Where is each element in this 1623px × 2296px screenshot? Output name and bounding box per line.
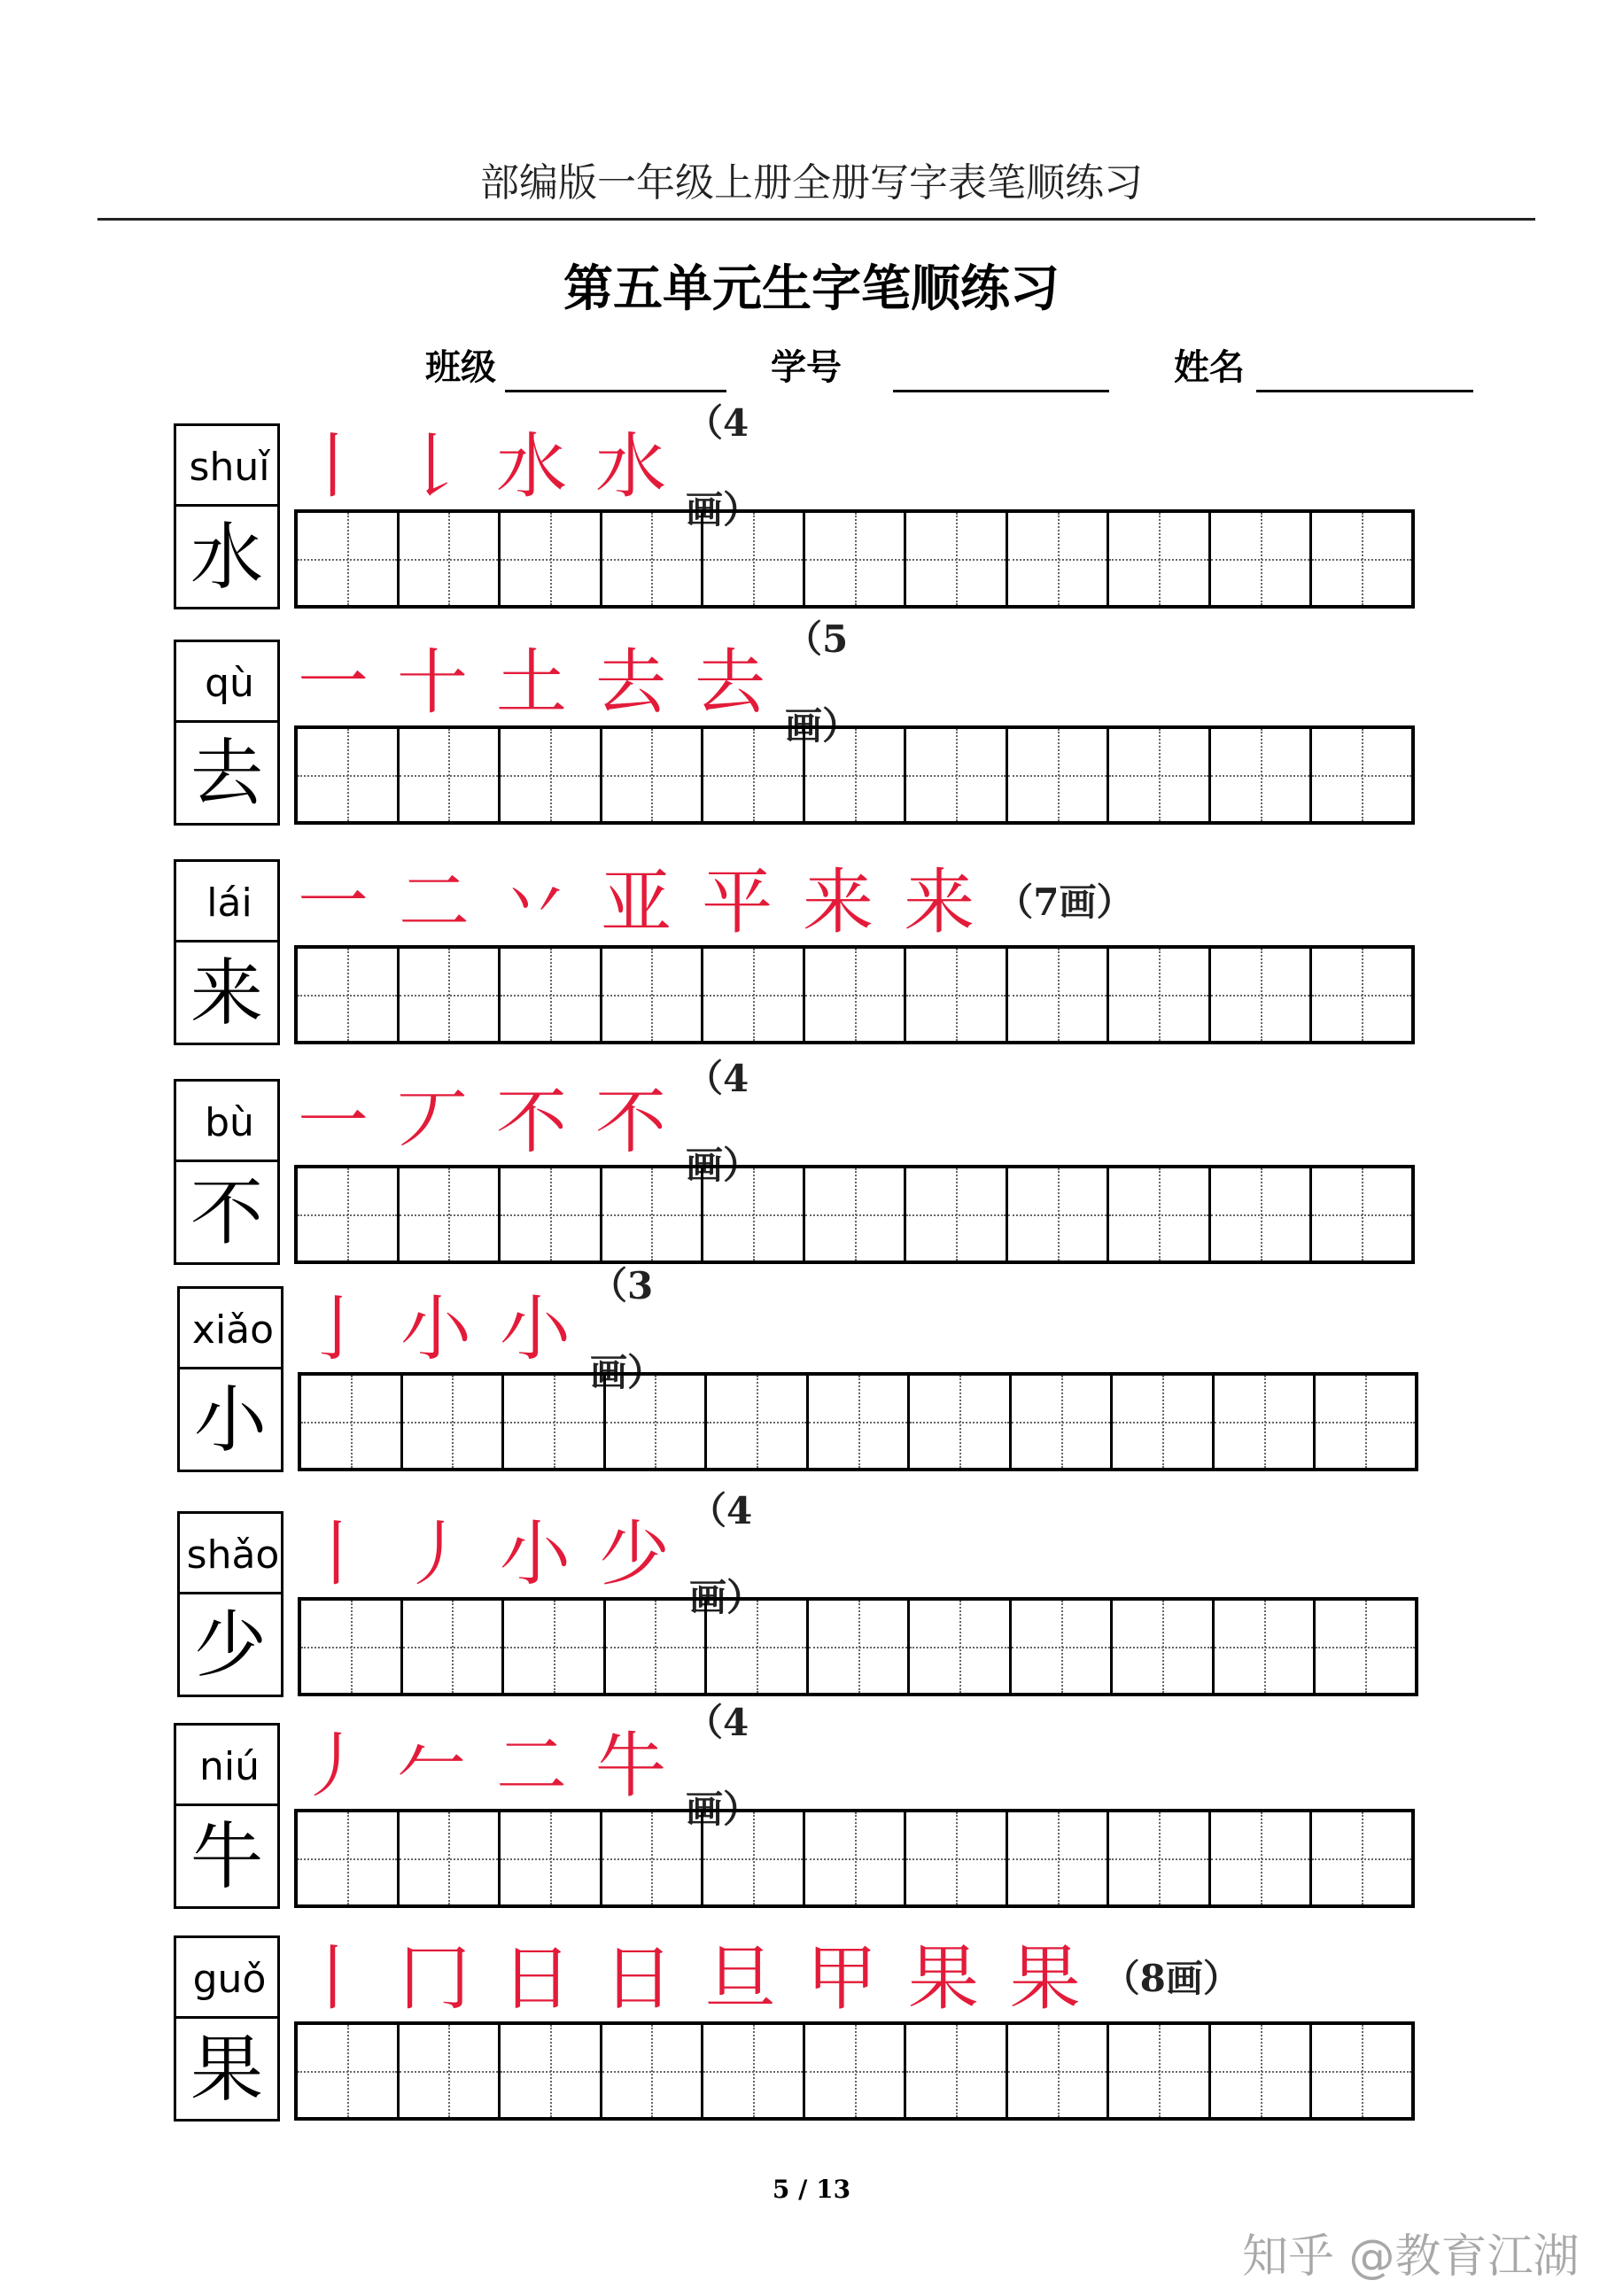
stroke-step: 丨 — [298, 1937, 369, 2020]
writing-cell[interactable] — [1312, 2025, 1411, 2117]
writing-cell[interactable] — [906, 513, 1008, 605]
writing-cell[interactable] — [501, 1168, 602, 1260]
stroke-step: 少 — [599, 1513, 670, 1595]
writing-cell[interactable] — [1211, 1168, 1313, 1260]
student-info-row — [0, 345, 1623, 399]
character-label: 少 — [193, 1603, 267, 1687]
writing-grid — [294, 2021, 1415, 2121]
writing-cell[interactable] — [1312, 729, 1411, 821]
writing-cell[interactable] — [703, 1812, 805, 1904]
writing-cell[interactable] — [298, 1812, 400, 1904]
stroke-count: （3画） — [590, 1264, 665, 1394]
writing-cell[interactable] — [501, 949, 602, 1041]
stroke-order-sequence — [298, 1701, 796, 1831]
stroke-order-sequence — [298, 859, 1134, 946]
stroke-count: （4画） — [689, 1489, 765, 1619]
stroke-step: 小 — [400, 1288, 471, 1370]
writing-cell[interactable] — [403, 1376, 505, 1468]
writing-grid — [294, 945, 1415, 1044]
writing-grid — [294, 725, 1415, 825]
writing-cell[interactable] — [1312, 1812, 1411, 1904]
stroke-step: 去 — [695, 641, 765, 724]
stroke-step: 丆 — [397, 1081, 468, 1163]
writing-cell[interactable] — [1109, 949, 1211, 1041]
character-label-box — [177, 1511, 283, 1697]
character-label: 果 — [190, 2028, 263, 2112]
stroke-count: （8画） — [1102, 1957, 1240, 2000]
writing-cell[interactable] — [400, 1168, 501, 1260]
stroke-count: （4画） — [686, 1057, 761, 1187]
stroke-step: 旦 — [704, 1937, 776, 2020]
writing-cell[interactable] — [1008, 949, 1110, 1041]
writing-cell[interactable] — [602, 729, 704, 821]
writing-cell[interactable] — [703, 949, 805, 1041]
character-label: 小 — [193, 1378, 267, 1462]
writing-cell[interactable] — [1215, 1376, 1316, 1468]
character-label-box — [177, 1286, 283, 1472]
writing-cell[interactable] — [1316, 1601, 1415, 1693]
stroke-order-sequence — [301, 1264, 691, 1394]
writing-grid — [294, 1809, 1415, 1908]
stroke-step: 小 — [500, 1288, 571, 1370]
writing-cell[interactable] — [805, 949, 907, 1041]
stroke-step: 𠄌 — [397, 425, 468, 508]
character-label: 牛 — [190, 1815, 263, 1899]
writing-cell[interactable] — [703, 2025, 805, 2117]
character-label: 来 — [190, 951, 263, 1036]
writing-cell[interactable] — [805, 2025, 907, 2117]
writing-cell[interactable] — [298, 729, 400, 821]
writing-cell[interactable] — [1012, 1601, 1114, 1693]
stroke-step: 冂 — [399, 1937, 470, 2020]
writing-cell[interactable] — [298, 1168, 400, 1260]
writing-cell[interactable] — [504, 1601, 606, 1693]
stroke-step: 亚 — [601, 861, 672, 943]
character-label: 水 — [190, 516, 263, 600]
stroke-step: 一 — [298, 1081, 369, 1163]
pinyin-label: shǎo — [186, 1532, 280, 1578]
label-divider — [176, 1803, 277, 1806]
stroke-step: 十 — [397, 641, 468, 724]
label-divider — [176, 940, 277, 942]
writing-cell[interactable] — [910, 1601, 1012, 1693]
pinyin-label: lái — [206, 880, 252, 926]
writing-cell[interactable] — [1211, 949, 1313, 1041]
writing-cell[interactable] — [1113, 1601, 1215, 1693]
stroke-step: 牛 — [595, 1725, 666, 1807]
pinyin-label: guǒ — [192, 1957, 267, 2002]
stroke-step: 去 — [595, 641, 666, 724]
writing-cell[interactable] — [602, 1812, 704, 1904]
character-label: 不 — [190, 1171, 263, 1255]
pinyin-label: xiǎo — [191, 1307, 275, 1353]
writing-cell[interactable] — [1113, 1376, 1215, 1468]
stroke-step: 亅 — [301, 1288, 372, 1370]
writing-cell[interactable] — [1211, 2025, 1313, 2117]
writing-cell[interactable] — [602, 949, 704, 1041]
label-divider — [180, 1592, 281, 1594]
stroke-step: 𠂉 — [397, 1725, 468, 1807]
character-label-box — [174, 1935, 280, 2121]
writing-cell[interactable] — [1008, 729, 1110, 821]
writing-grid — [294, 1165, 1415, 1264]
writing-cell[interactable] — [501, 2025, 602, 2117]
writing-cell[interactable] — [805, 513, 907, 605]
writing-cell[interactable] — [1312, 513, 1411, 605]
stroke-step: 甲 — [806, 1937, 878, 2020]
stroke-step: 小 — [500, 1513, 571, 1595]
stroke-step: 丿 — [298, 1725, 369, 1807]
stroke-step: 丷 — [500, 861, 571, 943]
writing-grid — [298, 1597, 1418, 1696]
writing-cell[interactable] — [400, 1812, 501, 1904]
writing-cell[interactable] — [602, 2025, 704, 2117]
stroke-order-sequence — [298, 1935, 1240, 2022]
writing-cell[interactable] — [1008, 1812, 1110, 1904]
writing-cell[interactable] — [1109, 513, 1211, 605]
stroke-count: （5画） — [785, 617, 860, 748]
writing-cell[interactable] — [400, 729, 501, 821]
writing-cell[interactable] — [707, 1376, 809, 1468]
writing-cell[interactable] — [501, 1812, 602, 1904]
writing-cell[interactable] — [602, 513, 704, 605]
writing-cell[interactable] — [1012, 1376, 1114, 1468]
writing-cell[interactable] — [1109, 729, 1211, 821]
stroke-step: 水 — [496, 425, 567, 508]
writing-cell[interactable] — [1211, 1812, 1313, 1904]
writing-cell[interactable] — [1109, 2025, 1211, 2117]
name-field[interactable] — [1256, 390, 1473, 392]
stroke-count: （4画） — [686, 1701, 761, 1831]
label-divider — [176, 504, 277, 507]
pinyin-label: qù — [205, 661, 254, 706]
writing-cell[interactable] — [1312, 1168, 1411, 1260]
stroke-step: 日 — [602, 1937, 674, 2020]
writing-cell[interactable] — [298, 513, 400, 605]
writing-cell[interactable] — [298, 2025, 400, 2117]
stroke-step: 一 — [298, 861, 369, 943]
writing-cell[interactable] — [301, 1376, 403, 1468]
writing-cell[interactable] — [906, 729, 1008, 821]
stroke-step: 果 — [1009, 1937, 1081, 2020]
writing-cell[interactable] — [400, 513, 501, 605]
stroke-step: 丨 — [298, 425, 369, 508]
stroke-step: 平 — [702, 861, 773, 943]
stroke-step: 丿 — [400, 1513, 471, 1595]
pinyin-label: niú — [199, 1744, 260, 1789]
writing-cell[interactable] — [606, 1376, 708, 1468]
writing-cell[interactable] — [910, 1376, 1012, 1468]
writing-cell[interactable] — [400, 949, 501, 1041]
label-divider — [180, 1367, 281, 1369]
writing-cell[interactable] — [703, 729, 805, 821]
number-field[interactable] — [893, 390, 1109, 392]
writing-cell[interactable] — [400, 2025, 501, 2117]
stroke-step: 不 — [595, 1081, 666, 1163]
header-rule — [97, 218, 1535, 221]
stroke-step: 二 — [496, 1725, 567, 1807]
stroke-order-sequence — [298, 401, 796, 531]
character-label-box — [174, 423, 280, 609]
writing-cell[interactable] — [805, 1812, 907, 1904]
writing-cell[interactable] — [403, 1601, 505, 1693]
page-title: 第五单元生字笔顺练习 — [563, 260, 1060, 318]
writing-cell[interactable] — [1109, 1168, 1211, 1260]
stroke-step: 土 — [496, 641, 567, 724]
writing-cell[interactable] — [1316, 1376, 1415, 1468]
stroke-step: 二 — [399, 861, 470, 943]
pinyin-label: shuǐ — [189, 445, 270, 490]
stroke-step: 果 — [907, 1937, 979, 2020]
writing-cell[interactable] — [805, 1168, 907, 1260]
watermark: 知乎 @教育江湖 — [1242, 2230, 1580, 2284]
stroke-count: （4画） — [686, 401, 761, 531]
writing-grid — [294, 509, 1415, 609]
character-label-box — [174, 1079, 280, 1265]
stroke-count: （7画） — [996, 880, 1134, 924]
document-header-title: 部编版一年级上册全册写字表笔顺练习 — [480, 160, 1143, 206]
writing-grid — [298, 1372, 1418, 1471]
writing-cell[interactable] — [809, 1376, 911, 1468]
writing-cell[interactable] — [298, 949, 400, 1041]
character-label: 去 — [190, 732, 263, 816]
writing-cell[interactable] — [501, 513, 602, 605]
character-label-box — [174, 859, 280, 1045]
label-divider — [176, 2016, 277, 2019]
writing-cell[interactable] — [809, 1601, 911, 1693]
writing-cell[interactable] — [301, 1601, 403, 1693]
stroke-step: 日 — [501, 1937, 572, 2020]
stroke-order-sequence — [298, 617, 904, 748]
writing-cell[interactable] — [1215, 1601, 1316, 1693]
stroke-step: 来 — [904, 861, 975, 943]
class-label: 班级 — [425, 346, 496, 388]
number-label: 学号 — [771, 346, 842, 388]
page-number: 5 / 13 — [772, 2175, 851, 2204]
writing-cell[interactable] — [703, 1168, 805, 1260]
writing-cell[interactable] — [1008, 2025, 1110, 2117]
writing-cell[interactable] — [805, 729, 907, 821]
writing-cell[interactable] — [906, 949, 1008, 1041]
writing-cell[interactable] — [906, 1812, 1008, 1904]
writing-cell[interactable] — [906, 1168, 1008, 1260]
writing-cell[interactable] — [1312, 949, 1411, 1041]
label-divider — [176, 1160, 277, 1162]
writing-cell[interactable] — [501, 729, 602, 821]
writing-cell[interactable] — [504, 1376, 606, 1468]
writing-cell[interactable] — [1109, 1812, 1211, 1904]
character-label-box — [174, 1723, 280, 1909]
writing-cell[interactable] — [1008, 1168, 1110, 1260]
label-divider — [176, 720, 277, 723]
writing-cell[interactable] — [906, 2025, 1008, 2117]
writing-cell[interactable] — [703, 513, 805, 605]
stroke-step: 来 — [803, 861, 874, 943]
writing-cell[interactable] — [1211, 729, 1313, 821]
stroke-step: 水 — [595, 425, 666, 508]
character-label-box — [174, 640, 280, 826]
stroke-step: 一 — [298, 641, 369, 724]
stroke-step: 丨 — [301, 1513, 372, 1595]
name-label: 姓名 — [1174, 346, 1245, 388]
writing-cell[interactable] — [1008, 513, 1110, 605]
stroke-step: 不 — [496, 1081, 567, 1163]
pinyin-label: bù — [205, 1100, 254, 1145]
stroke-order-sequence — [298, 1057, 796, 1187]
writing-cell[interactable] — [1211, 513, 1313, 605]
stroke-order-sequence — [301, 1489, 799, 1619]
